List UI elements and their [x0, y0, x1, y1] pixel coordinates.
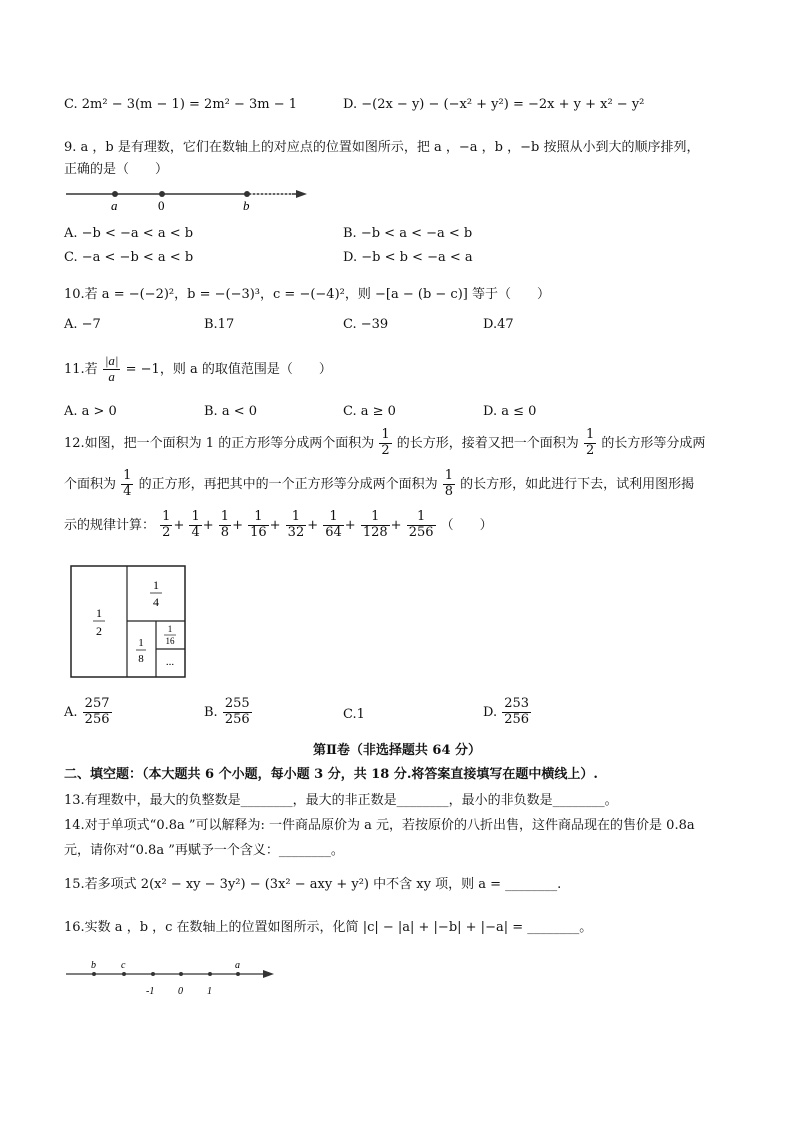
- q13-stem: 13.有理数中，最大的负整数是________，最大的非正数是________，最小的非负数是________。: [64, 793, 618, 808]
- q11-fraction: $\frac{|a|}{a}$: [104, 353, 119, 384]
- q16-point-1: [208, 972, 212, 976]
- fig-sixteenth-num: 1: [167, 624, 173, 634]
- q9-label-0: 0: [158, 198, 165, 213]
- q12-square-figure: [70, 565, 188, 680]
- q16-point-minus1: [151, 972, 155, 976]
- q12-series-term: $\frac{1}{8}$: [220, 509, 230, 540]
- q9-option-d: D. −b < b < −a < a: [343, 250, 473, 265]
- q10-option-c: C. −39: [343, 317, 389, 332]
- q9-label-a: a: [111, 198, 118, 213]
- q9-stem-line1: 9. a ，b 是有理数，它们在数轴上的对应点的位置如图所示，把 a ，−a ，b ，−b 按照从小到大的顺序排列，: [64, 140, 700, 155]
- q16-point-c: [122, 972, 126, 976]
- fig-half-num: 1: [96, 606, 102, 620]
- q16-label-c: c: [121, 960, 126, 971]
- q12-series-term: $\frac{1}{4}$: [191, 509, 200, 540]
- q9-label-b: b: [243, 198, 250, 213]
- q10-option-b: B.17: [204, 317, 235, 332]
- q12-option-a: A. $\frac{257}{256}$: [64, 696, 110, 727]
- q9-option-a: A. −b < −a < a < b: [64, 226, 194, 241]
- q12-option-d: D. $\frac{253}{256}$: [483, 696, 530, 727]
- q12-series-term: $\frac{1}{2}$: [162, 509, 171, 540]
- q11-option-b: B. a < 0: [204, 404, 257, 419]
- q9-number-line: [64, 183, 314, 213]
- q12-line2: 个面积为 $\frac{1}{4}$ 的正方形，再把其中的一个正方形等分成两个面积为 $\frac{1}{8}$ 的长方形，如此进行下去，试利用图形揭: [64, 468, 695, 499]
- q12-option-c: C.1: [343, 707, 365, 722]
- part2-title: 第Ⅱ卷（非选择题共 64 分）: [312, 743, 482, 758]
- q15-stem: 15.若多项式 2(x² − xy − 3y²) − (3x² − axy + y²) 中不含 xy 项，则 a = ________.: [64, 877, 562, 892]
- q8-option-d: D. −(2x − y) − (−x² + y²) = −2x + y + x² − y²: [343, 97, 645, 112]
- q16-point-b: [92, 972, 96, 976]
- q11-option-d: D. a ≤ 0: [483, 404, 537, 419]
- fig-sixteenth-den: 16: [165, 636, 175, 646]
- q9-point-b: [244, 191, 250, 197]
- section-fill-in-title: 二、填空题：（本大题共 6 个小题，每小题 3 分，共 18 分.将答案直接填写在题中横线上）.: [64, 767, 598, 782]
- q12-series-term: $\frac{1}{64}$: [325, 509, 342, 540]
- q9-option-c: C. −a < −b < a < b: [64, 250, 194, 265]
- q12-frac-half-1: $\frac{1}{2}$: [381, 427, 390, 458]
- q16-number-line: [64, 956, 284, 1002]
- q16-label-0: 0: [178, 986, 183, 997]
- fig-quarter-num: 1: [153, 578, 159, 592]
- q16-label-a: a: [235, 960, 240, 971]
- q12-series-term: $\frac{1}{128}$: [362, 509, 388, 540]
- q12-option-b: B. $\frac{255}{256}$: [204, 696, 250, 727]
- q11-stem: [64, 354, 332, 385]
- q16-point-a: [236, 972, 240, 976]
- q10-option-a: A. −7: [64, 317, 101, 332]
- q12-frac-eighth: $\frac{1}{8}$: [444, 468, 454, 499]
- fig-dots: ...: [165, 656, 175, 668]
- q9-point-a: [112, 191, 118, 197]
- q12-frac-quarter: $\frac{1}{4}$: [123, 468, 132, 499]
- fig-quarter-den: 4: [153, 595, 159, 609]
- q12-series-term: $\frac{1}{32}$: [287, 509, 305, 540]
- q14-line1: 14.对于单项式“0.8a ”可以解释为: 一件商品原价为 a 元，若按原价的八折出售，这件商品现在的售价是 0.8a: [64, 818, 695, 833]
- q16-point-0: [179, 972, 183, 976]
- q8-option-c: C. 2m² − 3(m − 1) = 2m² − 3m − 1: [64, 97, 298, 112]
- q16-stem: 16.实数 a ，b ，c 在数轴上的位置如图所示，化简 |c| − |a| + |−b| + |−a| = ________。: [64, 920, 593, 935]
- fig-half-den: 2: [96, 624, 102, 638]
- q11-prefix: 11.若: [64, 361, 98, 377]
- q11-suffix: = −1，则 a 的取值范围是（ ）: [125, 361, 332, 377]
- q12-line3: 示的规律计算： $\frac{1}{2}$ + $\frac{1}{4}$ + $\frac{1}{8}$ + $\frac{1}{16}$ + $\frac{1}{32}$ + $\frac{1}{64}$ + $\frac{1}{128}$ + $\frac{1}{256}$ （ ）: [64, 509, 493, 540]
- q9-point-0: [159, 191, 165, 197]
- q9-stem-line2: 正确的是（ ）: [64, 162, 169, 177]
- q11-option-a: A. a > 0: [64, 404, 117, 419]
- q10-stem: 10.若 a = −(−2)²，b = −(−3)³，c = −(−4)²，则 −[a − (b − c)] 等于（ ）: [64, 287, 550, 302]
- q12-series-term: $\frac{1}{256}$: [408, 509, 434, 540]
- q11-option-c: C. a ≥ 0: [343, 404, 396, 419]
- q12-frac-half-2: $\frac{1}{2}$: [585, 427, 595, 458]
- fig-eighth-num: 1: [138, 637, 144, 649]
- q12-series-term: $\frac{1}{16}$: [250, 509, 267, 540]
- q16-label-1: 1: [207, 986, 212, 997]
- q14-line2: 元，请你对“0.8a ”再赋予一个含义：________。: [64, 843, 344, 858]
- q9-option-b: B. −b < a < −a < b: [343, 226, 473, 241]
- q16-label-b: b: [91, 960, 96, 971]
- fig-eighth-den: 8: [138, 653, 144, 665]
- q12-line1: 12.如图，把一个面积为 1 的正方形等分成两个面积为 $\frac{1}{2}$ 的长方形，接着又把一个面积为 $\frac{1}{2}$ 的长方形等分成两: [64, 427, 706, 458]
- q16-label-minus1: -1: [146, 986, 155, 997]
- q10-option-d: D.47: [483, 317, 514, 332]
